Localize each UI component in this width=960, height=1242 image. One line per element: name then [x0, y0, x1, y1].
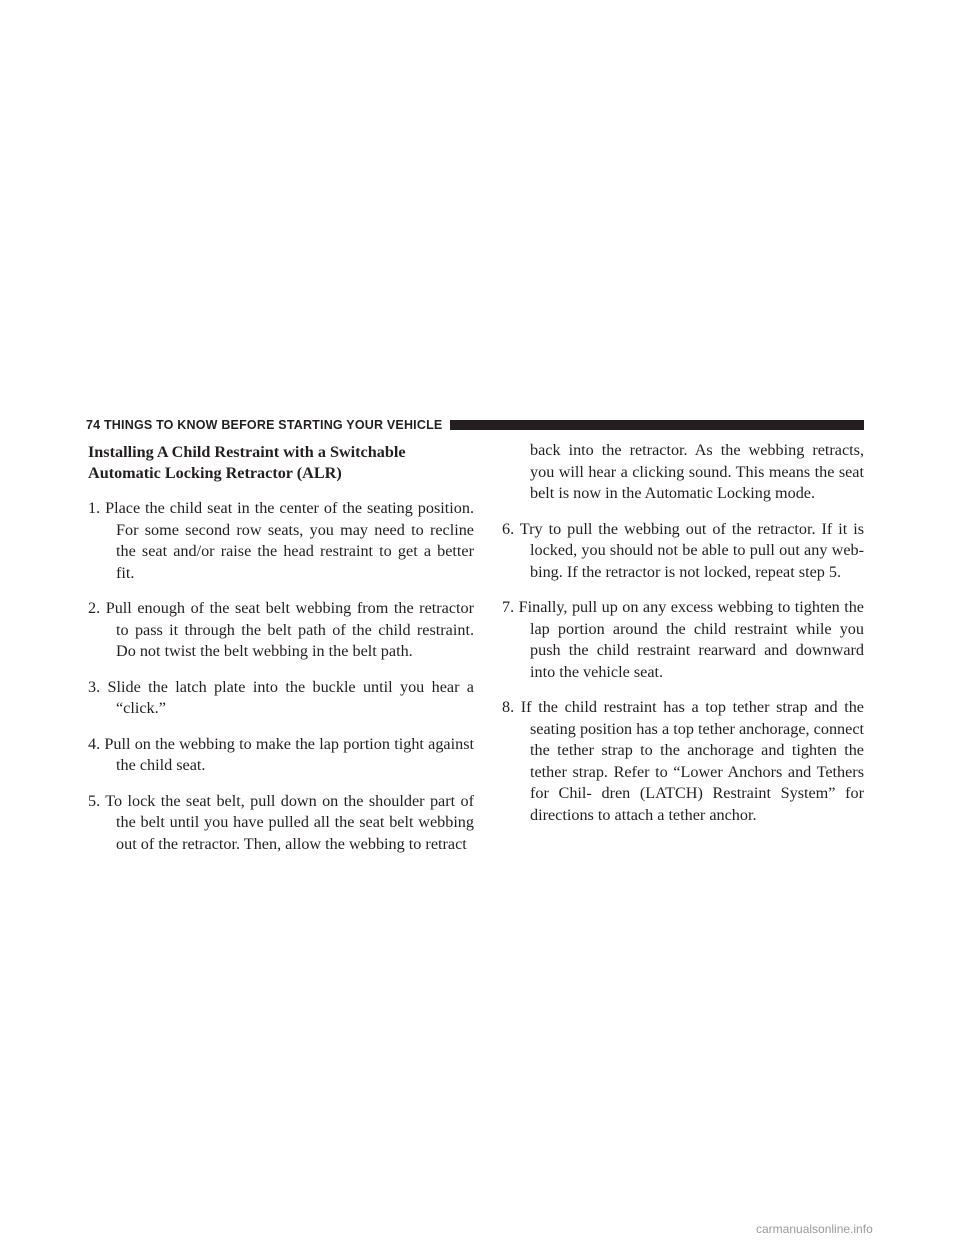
step-3: 3. Slide the latch plate into the buckle until you hear a “click.”: [88, 677, 474, 717]
step-6: 6. Try to pull the webbing out of the retractor. If it is locked, you should not be able to pull out any web- bing. If the retractor is not locked, repeat step 5.: [502, 519, 864, 581]
step-5-continued: back into the retractor. As the webbing retracts, you will hear a clicking sound. This means the seat belt is now in the Automatic Locking mode.: [530, 441, 864, 502]
section-heading-line-1: Installing A Child Restraint with a Switchable: [88, 443, 406, 461]
step-4: 4. Pull on the webbing to make the lap portion tight against the child seat.: [88, 734, 474, 774]
step-5: 5. To lock the seat belt, pull down on the shoulder part of the belt until you have pulled all the seat belt webbing out of the retractor. Then, allow the webbing to retract: [88, 791, 474, 853]
step-1: 1. Place the child seat in the center of the seating position. For some second row seats, you may need to recline the seat and/or raise the head restraint to get a better fit.: [88, 499, 474, 582]
section-heading-line-2: Automatic Locking Retractor (ALR): [88, 464, 342, 482]
step-2: 2. Pull enough of the seat belt webbing from the retractor to pass it through the belt path of the child restraint. Do not twist the belt webbing in the belt path.: [88, 599, 474, 660]
running-header: [86, 416, 864, 434]
step-7: 7. Finally, pull up on any excess webbing to tighten the lap portion around the child restraint while you push the child restraint rearward and downward into the vehicle seat.: [502, 598, 864, 681]
left-column: [88, 440, 474, 869]
watermark: carmanualsonline.info: [756, 1222, 873, 1236]
header-rule: [450, 420, 864, 430]
right-column: [502, 440, 864, 840]
section-heading: [88, 442, 474, 484]
step-8: 8. If the child restraint has a top tether strap and the seating position has a top tether anchorage, connect the tether strap to the anchorage and tighten the tether strap. Refer to “Lower Anchors and Tethers for Chil- dren (LATCH) Restraint System” for directions to attach a tether anchor.: [502, 698, 864, 824]
page-number-and-chapter-title: 74 THINGS TO KNOW BEFORE STARTING YOUR VEHICLE: [86, 418, 443, 432]
